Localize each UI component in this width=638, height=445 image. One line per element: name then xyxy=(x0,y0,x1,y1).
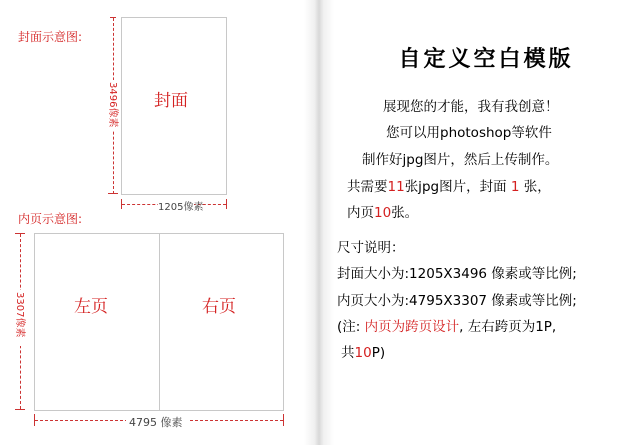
inner-caption: 内页示意图: xyxy=(18,212,83,226)
size-note: (注: 内页为跨页设计, 左右跨页为1P, xyxy=(337,319,557,335)
cover-width-dim: 1205像素 xyxy=(158,202,204,213)
intro-line-1: 展现您的才能，我有我创意！ xyxy=(383,99,559,115)
image-count: 11 xyxy=(387,179,405,195)
inner-height-dim: 3307像素 xyxy=(14,292,25,338)
intro-line-5: 内页10张。 xyxy=(347,205,419,221)
cover-height-dim: 3496像素 xyxy=(107,82,118,128)
size-inner: 内页大小为:4795X3307 像素或等比例; xyxy=(337,293,577,309)
cover-dim-cap-bottom xyxy=(108,193,118,194)
size-cover: 封面大小为:1205X3496 像素或等比例; xyxy=(337,266,577,282)
note-spread: 内页为跨页设计 xyxy=(364,319,460,335)
inner-right-page-box xyxy=(159,233,284,411)
size-header: 尺寸说明： xyxy=(337,240,405,256)
inner-count: 10 xyxy=(374,205,392,221)
cover-label: 封面 xyxy=(154,91,188,111)
inner-width-dim: 4795 像素 xyxy=(129,416,183,429)
inner-left-page-box xyxy=(34,233,160,411)
inner-right-label: 右页 xyxy=(202,297,236,317)
cover-caption: 封面示意图: xyxy=(18,30,83,44)
size-note-total: 共10P) xyxy=(341,345,386,361)
inner-left-label: 左页 xyxy=(74,297,108,317)
intro-line-3: 制作好jpg图片，然后上传制作。 xyxy=(362,152,559,168)
cover-count: 1 xyxy=(510,179,520,195)
intro-line-2: 您可以用photoshop等软件 xyxy=(386,125,552,141)
template-title: 自定义空白模版 xyxy=(398,47,574,72)
intro-line-4: 共需要11张jpg图片，封面 1 张， xyxy=(347,179,551,195)
note-page-count: 10 xyxy=(354,345,372,361)
